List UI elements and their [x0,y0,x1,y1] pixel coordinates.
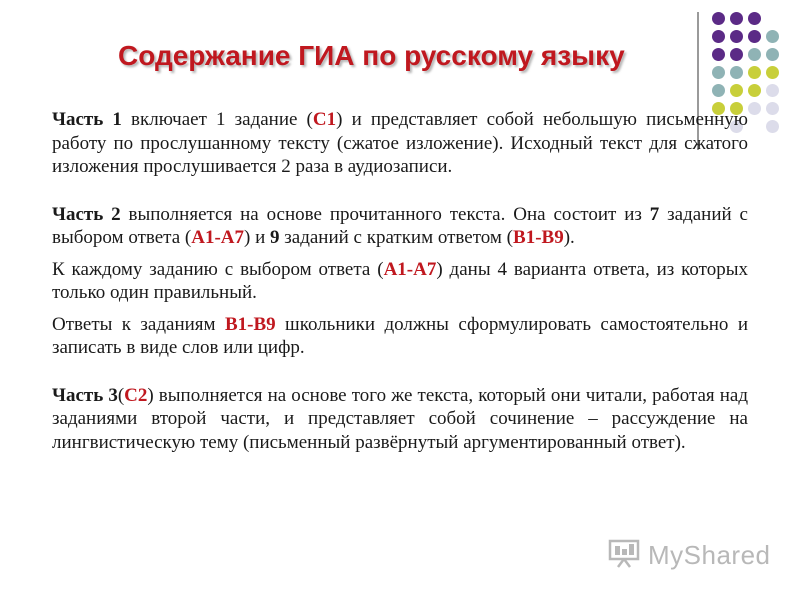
text: школьники должны сформулировать самостоятельно и записать в виде слов или цифр. [52,313,748,358]
slide-title: Содержание ГИА по русскому языку [118,40,625,71]
paragraph-short-answer-tasks [52,313,748,360]
text: Ответы к заданиям [52,313,225,335]
dot [712,30,725,43]
dot [712,84,725,97]
dot [730,48,743,61]
part-label: Часть 3 [52,384,118,406]
text: ) даны 4 варианта ответа, из которых только один правильный. [52,258,749,303]
text: включает 1 задание ( [121,109,313,130]
dot [748,66,761,79]
paragraph-part1 [52,108,748,179]
text: ). [563,227,575,248]
dot [766,84,779,97]
dot [712,48,725,61]
dot [730,30,743,43]
text: ( [117,384,125,406]
paragraph-part3 [52,384,748,455]
slide-body [52,108,748,454]
dot [730,66,743,79]
task-code: С1 [312,109,337,130]
dot [712,12,725,25]
watermark-logo [608,538,771,572]
text: выполняется на основе прочитанного текста. Она состоит из [120,203,650,225]
text: заданий с кратким ответом ( [279,227,514,248]
watermark-text: MyShared [648,539,771,570]
task-count: 9 [270,227,280,248]
task-code: С2 [124,384,148,406]
text: ) и представляет собой небольшую письменную работу по прослушанному тексту (сжатое изложение). Исходный текст для сжатого изложения прослушивается 2 раза в аудиозаписи. [52,109,748,177]
part-label: Часть 1 [52,109,122,130]
dot [766,102,779,115]
text: К каждому заданию с выбором ответа ( [52,258,384,280]
dot [712,66,725,79]
dot [766,120,779,133]
dot [748,48,761,61]
dot [748,12,761,25]
dot [748,102,761,115]
dot [766,30,779,43]
task-code: А1-А7 [383,258,437,280]
dot [748,84,761,97]
task-code: В1-В9 [513,227,564,248]
text: заданий с выбором ответа ( [52,203,748,248]
dot [766,66,779,79]
task-count: 7 [649,203,660,225]
dot [748,30,761,43]
dot [766,48,779,61]
task-code: А1-А7 [191,227,244,248]
presentation-board-icon [608,538,642,573]
paragraph-choice-tasks [52,258,748,305]
dot [730,84,743,97]
part-label: Часть 2 [52,203,121,225]
text: ) и [244,227,270,248]
paragraph-part2 [52,203,748,250]
task-code: В1-В9 [224,313,276,335]
text: ) выполняется на основе того же текста, который они читали, работая над заданиями второй части, и представляет собой сочинение – рассуждение на лингвистическую тему (письменный развёрнутый аргументированный ответ). [52,384,748,453]
dot [730,12,743,25]
